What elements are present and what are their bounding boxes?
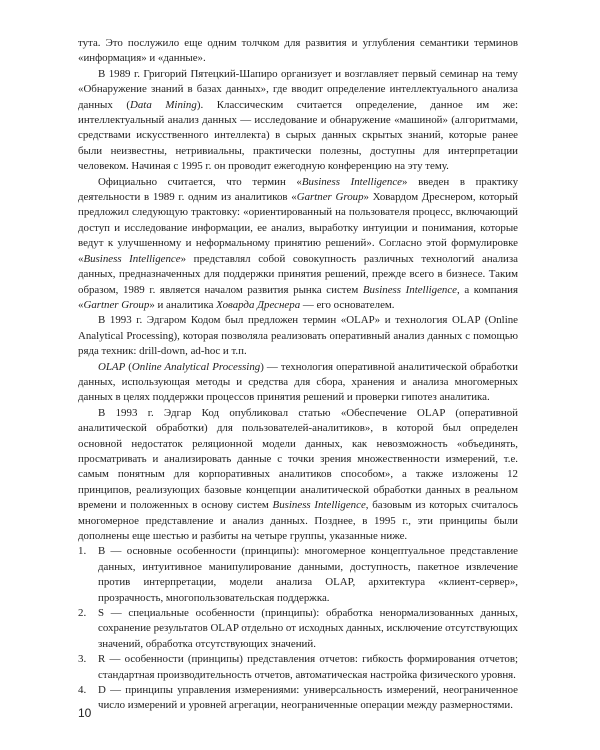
italic-term: Gartner Group	[296, 191, 364, 204]
paragraphs	[78, 36, 518, 544]
paragraph	[78, 313, 518, 359]
page-number: 10	[78, 706, 92, 720]
paragraph	[78, 406, 518, 545]
principles-list	[78, 544, 518, 713]
italic-term: Business Intelligence	[272, 499, 366, 512]
list-item-number: 3.	[78, 653, 87, 666]
italic-term: Ховарда Дреснера	[216, 298, 301, 311]
text-run: ) — технология оперативной аналитической обработки данных, использующая методы и средства для сбора, хранения и анализа многомерных данных в целях поддержки процессов принятия решений и проверки гипотез аналитика.	[78, 360, 518, 404]
italic-term: Business Intelligence	[362, 283, 458, 296]
list-item	[78, 683, 518, 714]
text-run: » представлял собой совокупность различных технологий анализа данных, предназначенных для поддержки принятия решений, прежде всего в бизнесе. Таким образом, 1989 г. является началом развития рынка систем	[78, 252, 518, 296]
list-item-text: R — особенности (принципы) представления отчетов: гибкость формирования отчетов; стандартная производительность отчетов, автоматическая настройка физического уровня.	[98, 653, 518, 681]
list-item-text: B — основные особенности (принципы): многомерное концептуальное представление данных, интуитивное манипулирование данными, доступность, пакетное извлечение против интерпретации, модели анализа OLAP, архитектура «клиент-сервер», прозрачность, многопользовательская поддержка.	[98, 545, 518, 604]
italic-term: Business Intelligence	[301, 175, 403, 188]
text-run: тута. Это послужило еще одним толчком для развития и углубления семантики терминов «информация» и «данные».	[78, 37, 518, 65]
text-run: » Ховардом Дреснером, который предложил следующую трактовку: «ориентированный на пользователя процесс, включающий доступ и исследование информации, ее анализ, выработку интуиции и понимания, которые ведут к улучшенному и неформальному принятию решений». Согласно этой формулировке «	[78, 191, 518, 265]
paragraph	[78, 67, 518, 175]
list-item-text: S — специальные особенности (принципы): обработка ненормализованных данных, сохранение результатов OLAP отдельно от исходных данных, исключение отсутствующих значений, обработка отсутствующих значений.	[98, 607, 518, 650]
italic-term: Business Intelligence	[83, 252, 181, 265]
text-run: Официально считается, что термин «	[98, 175, 302, 188]
list-item-number: 4.	[78, 684, 87, 697]
paragraph	[78, 360, 518, 406]
list-item-number: 1.	[78, 545, 87, 558]
text-run: » введен в практику деятельности в 1989 г. одним из аналитиков «	[78, 175, 519, 204]
text-run: ). Классическим считается определение, данное им же: интеллектуальный анализ данных — исследование и обнаружение «машиной» (алгоритмами, средствами искусственного интеллекта) в сырых данных скрытых знаний, которые ранее были неизвестны, нетривиальны, практически полезны, доступны для интерпретации человеком. Начиная с 1995 г. он проводит ежегодную конференцию на эту тему.	[78, 98, 518, 173]
list-item	[78, 652, 518, 683]
list-item-text: D — принципы управления измерениями: универсальность измерений, неограниченное число измерений и уровней агрегации, неограниченные операции между размерностями.	[98, 684, 518, 712]
text-run: — его основателем.	[300, 298, 395, 311]
text-run: (	[125, 360, 132, 373]
text-run: В 1989 г. Григорий Пятецкий-Шапиро организует и возглавляет первый семинар на тему «Обнаружение знаний в базах данных», где вводит определение интеллектуального анализа данных (	[78, 67, 518, 111]
text-run: В 1993 г. Эдгар Код опубликовал статью «Обеспечение OLAP (оперативной аналитической обработки) для пользователей-аналитиков», в которой был определен основной недостаток реляционной модели данных, как невозможность «объединять, просматривать и анализировать данные с точки зрения множественности измерений, т.е. самым понятным для корпоративных аналитиков способом», а также изложены 12 принципов, реализующих базовые концепции аналитической обработки данных в реальном времени и положенных в основу систем	[78, 406, 518, 512]
italic-term: Online Analytical Processing	[131, 360, 261, 373]
text-run: , базовым из которых считалось многомерное представление и анализ данных. Позднее, в 1995 г., эти принципы были дополнены еще шестью и разбиты на четыре группы, указанные ниже.	[78, 499, 518, 542]
text-run: В 1993 г. Эдгаром Кодом был предложен термин «OLAP» и технология OLAP (Online Analytical Processing), которая позволяла реализовать оперативный анализ данных с помощью ряда техник: drill-down, ad-hoc и т.п.	[78, 314, 518, 358]
body-text	[78, 36, 518, 714]
paragraph	[78, 36, 518, 67]
list-item-number: 2.	[78, 607, 87, 620]
paragraph	[78, 175, 518, 314]
text-run: , а компания «	[78, 283, 519, 311]
italic-term: Gartner Group	[83, 298, 150, 311]
text-run: » и аналитика	[149, 298, 217, 311]
list-item	[78, 606, 518, 652]
italic-term: Data Mining	[130, 98, 197, 111]
list-item	[78, 544, 518, 606]
italic-term: OLAP	[98, 360, 126, 373]
